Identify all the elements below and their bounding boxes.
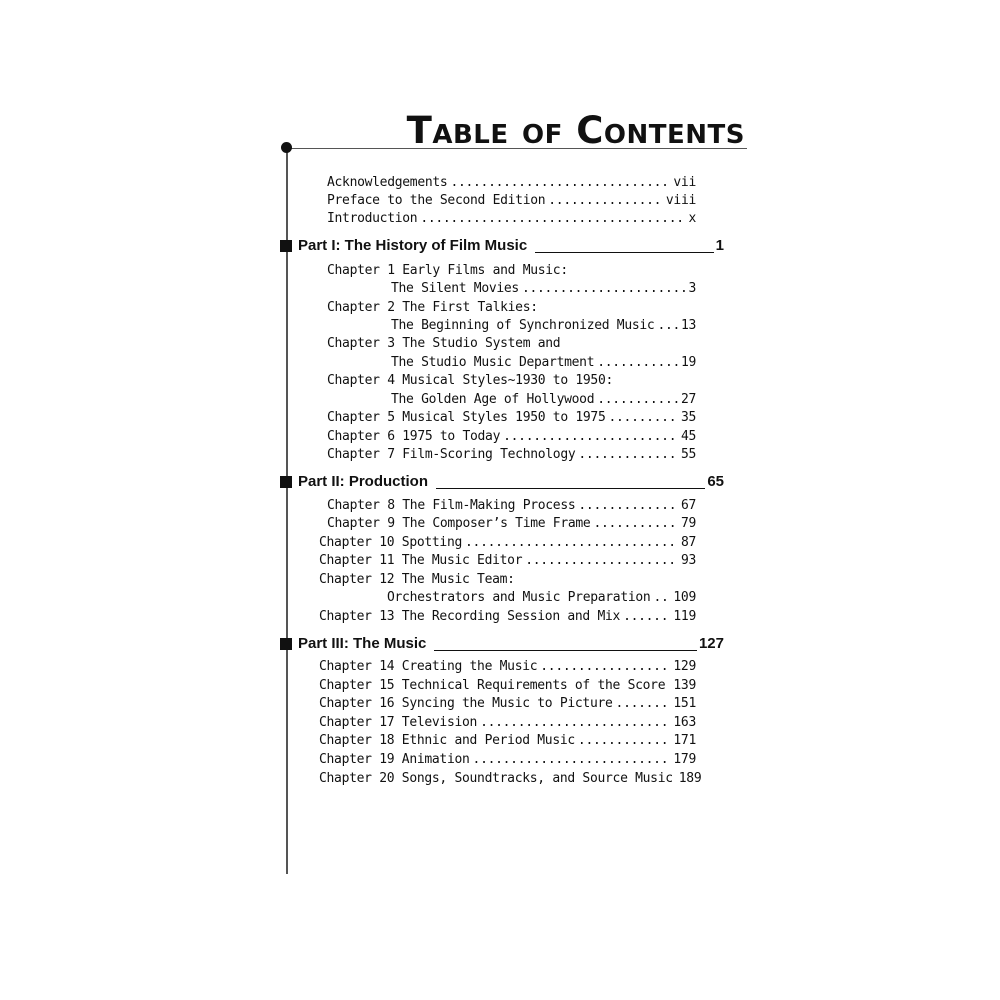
toc-entry-chapter-4-line1[interactable]: Chapter 4 Musical Styles~1930 to 1950:	[327, 373, 614, 388]
toc-entry-chapter-2[interactable]	[391, 316, 696, 335]
entry-label: Chapter 10 Spotting	[319, 535, 463, 550]
toc-entry-chapter-3[interactable]	[391, 353, 696, 372]
toc-entry-preface[interactable]	[327, 191, 696, 210]
dot-leader	[578, 445, 678, 464]
entry-page: 109	[673, 590, 696, 605]
dot-leader	[616, 694, 671, 713]
entry-label: The Golden Age of Hollywood	[391, 392, 595, 407]
entry-page: 151	[673, 696, 696, 711]
part-rule	[434, 650, 697, 651]
entry-label: Chapter 18 Ethnic and Period Music	[319, 733, 575, 748]
toc-entry-chapter-11[interactable]	[319, 551, 696, 570]
dot-leader	[480, 713, 670, 732]
part-rule	[535, 252, 713, 253]
toc-entry-chapter-17[interactable]	[319, 713, 696, 732]
entry-label: Chapter 13 The Recording Session and Mix	[319, 609, 621, 624]
dot-leader	[668, 676, 670, 695]
toc-entry-chapter-13[interactable]	[319, 607, 696, 626]
dot-leader	[450, 173, 670, 192]
entry-page: x	[688, 211, 696, 226]
entry-label: Introduction	[327, 211, 418, 226]
entry-page: 79	[680, 516, 696, 531]
toc-entry-chapter-6[interactable]	[327, 427, 696, 446]
dot-leader	[657, 316, 678, 335]
toc-entry-chapter-8[interactable]	[327, 496, 696, 515]
entry-page: 129	[673, 659, 696, 674]
entry-label: Chapter 19 Animation	[319, 752, 470, 767]
part-square-icon	[280, 638, 292, 650]
dot-leader	[653, 588, 670, 607]
toc-entry-chapter-2-line1[interactable]: Chapter 2 The First Talkies:	[327, 300, 538, 315]
toc-entry-chapter-1[interactable]	[391, 279, 696, 298]
toc-entry-chapter-20[interactable]	[319, 769, 702, 788]
toc-entry-chapter-12[interactable]	[387, 588, 696, 607]
toc-entry-chapter-3-line1[interactable]: Chapter 3 The Studio System and	[327, 336, 561, 351]
entry-page: 119	[673, 609, 696, 624]
entry-page: viii	[665, 193, 696, 208]
entry-page: 87	[680, 535, 696, 550]
dot-leader	[578, 731, 670, 750]
toc-entry-chapter-12-line1[interactable]: Chapter 12 The Music Team:	[319, 572, 515, 587]
entry-label: Chapter 5 Musical Styles 1950 to 1975	[327, 410, 606, 425]
part-page: 127	[698, 635, 724, 652]
entry-label: Chapter 17 Television	[319, 715, 478, 730]
dot-leader	[503, 427, 678, 446]
entry-page: 55	[680, 447, 696, 462]
entry-page: 163	[673, 715, 696, 730]
toc-entry-chapter-5[interactable]	[327, 408, 696, 427]
dot-leader	[465, 533, 678, 552]
dot-leader	[540, 657, 670, 676]
toc-entry-chapter-7[interactable]	[327, 445, 696, 464]
bullet-dot-icon	[281, 142, 292, 153]
part-heading-2[interactable]	[280, 471, 724, 493]
entry-page: 45	[680, 429, 696, 444]
dot-leader	[597, 353, 678, 372]
entry-page: 171	[673, 733, 696, 748]
toc-entry-chapter-16[interactable]	[319, 694, 696, 713]
entry-label: Chapter 20 Songs, Soundtracks, and Source Music	[319, 771, 673, 786]
dot-leader	[473, 750, 671, 769]
part-page: 65	[707, 473, 724, 490]
part-rule	[436, 488, 705, 489]
entry-label: Preface to the Second Edition	[327, 193, 546, 208]
dot-leader	[548, 191, 663, 210]
entry-label: Chapter 8 The Film-Making Process	[327, 498, 576, 513]
toc-entry-acknowledgements[interactable]	[327, 173, 696, 192]
dot-leader	[623, 607, 670, 626]
dot-leader	[420, 209, 685, 228]
entry-label: The Beginning of Synchronized Music	[391, 318, 655, 333]
entry-label: Chapter 9 The Composer’s Time Frame	[327, 516, 591, 531]
dot-leader	[522, 279, 686, 298]
entry-label: Acknowledgements	[327, 175, 448, 190]
part-heading-3[interactable]	[280, 633, 724, 655]
entry-page: 3	[688, 281, 696, 296]
entry-page: 67	[680, 498, 696, 513]
toc-entry-chapter-19[interactable]	[319, 750, 696, 769]
dot-leader	[593, 514, 678, 533]
part-label: Part II: Production	[298, 473, 429, 490]
toc-entry-chapter-18[interactable]	[319, 731, 696, 750]
entry-label: Orchestrators and Music Preparation	[387, 590, 651, 605]
entry-label: Chapter 14 Creating the Music	[319, 659, 538, 674]
dot-leader	[525, 551, 678, 570]
toc-entry-introduction[interactable]	[327, 209, 696, 228]
part-label: Part III: The Music	[298, 635, 427, 652]
part-label: Part I: The History of Film Music	[298, 237, 528, 254]
part-square-icon	[280, 240, 292, 252]
entry-page: 179	[673, 752, 696, 767]
entry-label: Chapter 15 Technical Requirements of the Score	[319, 678, 666, 693]
entry-page: 35	[680, 410, 696, 425]
entry-label: Chapter 7 Film-Scoring Technology	[327, 447, 576, 462]
entry-page: 93	[680, 553, 696, 568]
dot-leader	[578, 496, 678, 515]
toc-entry-chapter-1-line1[interactable]: Chapter 1 Early Films and Music:	[327, 263, 568, 278]
dot-leader	[597, 390, 678, 409]
dot-leader	[609, 408, 678, 427]
toc-entry-chapter-4[interactable]	[391, 390, 696, 409]
page-title: Table of Contents	[406, 109, 745, 152]
entry-label: The Silent Movies	[391, 281, 519, 296]
toc-entry-chapter-9[interactable]	[327, 514, 696, 533]
entry-label: Chapter 6 1975 to Today	[327, 429, 501, 444]
part-square-icon	[280, 476, 292, 488]
toc-entry-chapter-15[interactable]	[319, 676, 696, 695]
entry-label: Chapter 16 Syncing the Music to Picture	[319, 696, 613, 711]
entry-page: 19	[680, 355, 696, 370]
entry-page: vii	[673, 175, 696, 190]
entry-page: 13	[680, 318, 696, 333]
toc-entry-chapter-14[interactable]	[319, 657, 696, 676]
entry-page: 139	[673, 678, 696, 693]
part-heading-1[interactable]	[280, 235, 724, 257]
entry-label: The Studio Music Department	[391, 355, 595, 370]
entry-label: Chapter 11 The Music Editor	[319, 553, 523, 568]
part-page: 1	[715, 237, 724, 254]
entry-page: 27	[680, 392, 696, 407]
toc-entry-chapter-10[interactable]	[319, 533, 696, 552]
entry-page: 189	[678, 771, 702, 786]
